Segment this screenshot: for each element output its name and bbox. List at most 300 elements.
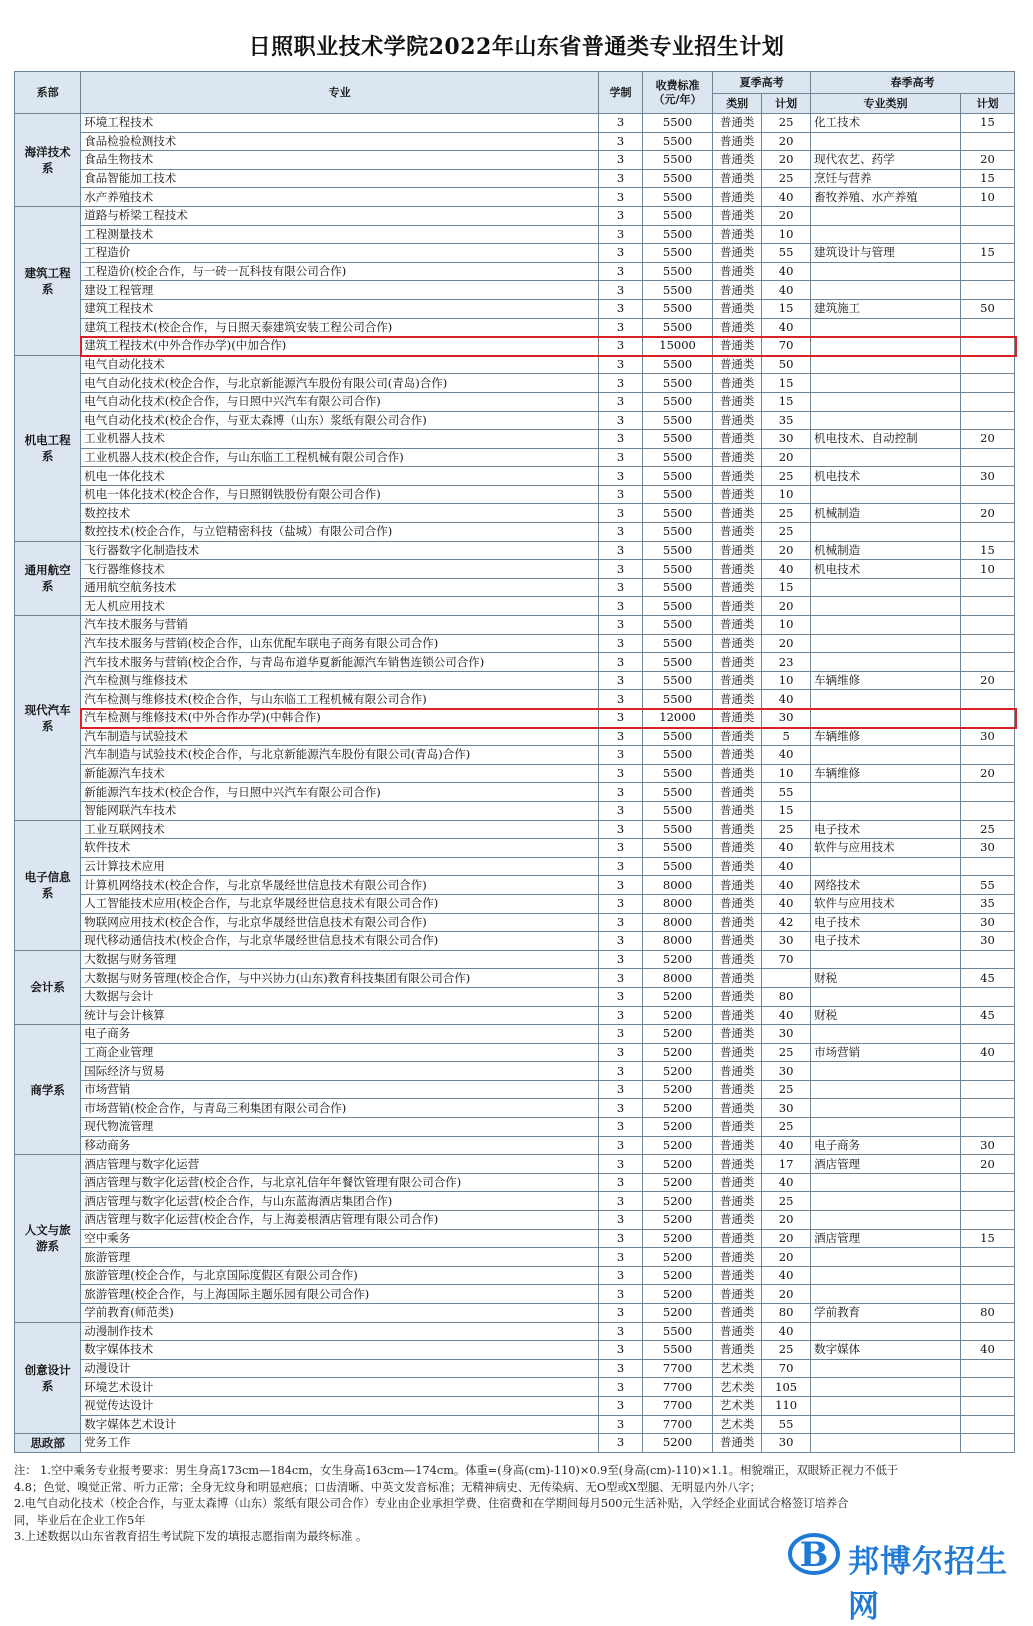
years-cell: 3 <box>599 1229 643 1248</box>
svg-text:B: B <box>799 1535 829 1575</box>
spring-plan-cell <box>960 132 1014 151</box>
major-cell: 国际经济与贸易 <box>81 1062 599 1081</box>
summer-plan-cell: 25 <box>762 1192 811 1211</box>
fee-cell: 5200 <box>642 1434 712 1453</box>
years-cell: 3 <box>599 727 643 746</box>
major-cell: 大数据与财务管理(校企合作，与中兴协力(山东)教育科技集团有限公司合作) <box>81 969 599 988</box>
major-cell: 工程测量技术 <box>81 225 599 244</box>
years-cell: 3 <box>599 1192 643 1211</box>
fee-cell: 5500 <box>642 504 712 523</box>
fee-cell: 5500 <box>642 1322 712 1341</box>
spring-type-cell <box>811 448 961 467</box>
summer-type-cell: 普通类 <box>713 727 762 746</box>
major-cell: 工业机器人技术(校企合作，与山东临工工程机械有限公司合作) <box>81 448 599 467</box>
page-title: 日照职业技术学院2022年山东省普通类专业招生计划 <box>248 34 785 60</box>
summer-plan-cell: 10 <box>762 616 811 635</box>
years-cell: 3 <box>599 894 643 913</box>
fee-cell: 12000 <box>642 709 712 728</box>
fee-cell: 5200 <box>642 1118 712 1137</box>
summer-type-cell: 艺术类 <box>713 1359 762 1378</box>
table-row <box>15 1192 1015 1211</box>
major-cell: 统计与会计核算 <box>81 1006 599 1025</box>
table-row <box>15 1118 1015 1137</box>
fee-cell: 5200 <box>642 987 712 1006</box>
summer-plan-cell: 105 <box>762 1378 811 1397</box>
spring-plan-cell: 20 <box>960 504 1014 523</box>
major-cell: 新能源汽车技术(校企合作，与日照中兴汽车有限公司合作) <box>81 783 599 802</box>
fee-cell: 5500 <box>642 206 712 225</box>
spring-plan-cell <box>960 1025 1014 1044</box>
major-cell: 食品检验检测技术 <box>81 132 599 151</box>
spring-type-cell <box>811 355 961 374</box>
spring-plan-cell: 15 <box>960 1229 1014 1248</box>
spring-plan-cell <box>960 1285 1014 1304</box>
years-cell: 3 <box>599 1136 643 1155</box>
spring-plan-cell <box>960 281 1014 300</box>
fee-cell: 5200 <box>642 1173 712 1192</box>
spring-type-cell: 烹饪与营养 <box>811 169 961 188</box>
major-cell: 汽车制造与试验技术 <box>81 727 599 746</box>
header-summer-type: 类别 <box>713 94 762 114</box>
summer-type-cell: 普通类 <box>713 1080 762 1099</box>
spring-plan-cell <box>960 597 1014 616</box>
header-spring-type: 专业类别 <box>811 94 961 114</box>
summer-type-cell: 普通类 <box>713 987 762 1006</box>
summer-type-cell: 普通类 <box>713 634 762 653</box>
spring-type-cell <box>811 653 961 672</box>
spring-type-cell <box>811 206 961 225</box>
table-row <box>15 1080 1015 1099</box>
note-line: 注： 1.空中乘务专业报考要求：男生身高173cm—184cm，女生身高163cm—174cm。体重=(身高(cm)-110)×0.9至(身高(cm)-110)×1.1。相貌端正，双眼矫正视力不低于 <box>14 1464 899 1477</box>
spring-plan-cell <box>960 653 1014 672</box>
table-row <box>15 857 1015 876</box>
dept-cell: 海洋技术系 <box>15 114 81 207</box>
fee-cell: 5200 <box>642 1285 712 1304</box>
table-row <box>15 894 1015 913</box>
dept-cell: 创意设计系 <box>15 1322 81 1434</box>
summer-plan-cell: 30 <box>762 932 811 951</box>
spring-plan-cell <box>960 206 1014 225</box>
table-header <box>15 72 1015 114</box>
spring-type-cell: 机电技术 <box>811 560 961 579</box>
summer-plan-cell: 20 <box>762 597 811 616</box>
table-row <box>15 597 1015 616</box>
major-cell: 空中乘务 <box>81 1229 599 1248</box>
major-cell: 电气自动化技术(校企合作，与亚太森博（山东）浆纸有限公司合作) <box>81 411 599 430</box>
summer-type-cell: 普通类 <box>713 1006 762 1025</box>
spring-plan-cell <box>960 337 1014 356</box>
table-row <box>15 820 1015 839</box>
fee-cell: 5500 <box>642 132 712 151</box>
spring-plan-cell <box>960 1396 1014 1415</box>
table-row <box>15 281 1015 300</box>
note-line: 4.8；色觉、嗅觉正常、听力正常；全身无纹身和明显疤痕；口齿清晰、中英文发音标准；无精神病史、无传染病、无O型或X型腿、无明显内外八字； <box>14 1480 761 1494</box>
spring-type-cell <box>811 411 961 430</box>
fee-cell: 5500 <box>642 671 712 690</box>
table-row <box>15 746 1015 765</box>
table-row <box>15 151 1015 170</box>
dept-cell: 商学系 <box>15 1025 81 1155</box>
major-cell: 现代移动通信技术(校企合作，与北京华晟经世信息技术有限公司合作) <box>81 932 599 951</box>
summer-plan-cell: 40 <box>762 839 811 858</box>
table-row <box>15 318 1015 337</box>
table-body <box>15 114 1015 1453</box>
years-cell: 3 <box>599 634 643 653</box>
years-cell: 3 <box>599 1173 643 1192</box>
major-cell: 汽车技术服务与营销(校企合作，山东优配车联电子商务有限公司合作) <box>81 634 599 653</box>
fee-cell: 5500 <box>642 727 712 746</box>
dept-cell: 人文与旅游系 <box>15 1155 81 1322</box>
years-cell: 3 <box>599 430 643 449</box>
years-cell: 3 <box>599 132 643 151</box>
years-cell: 3 <box>599 392 643 411</box>
major-cell: 动漫设计 <box>81 1359 599 1378</box>
summer-plan-cell: 40 <box>762 1266 811 1285</box>
summer-type-cell: 普通类 <box>713 485 762 504</box>
spring-type-cell: 机电技术 <box>811 467 961 486</box>
fee-cell: 5500 <box>642 839 712 858</box>
summer-type-cell: 普通类 <box>713 950 762 969</box>
major-cell: 旅游管理(校企合作，与北京国际度假区有限公司合作) <box>81 1266 599 1285</box>
spring-plan-cell: 30 <box>960 1136 1014 1155</box>
major-cell: 电气自动化技术 <box>81 355 599 374</box>
fee-cell: 5500 <box>642 448 712 467</box>
table-row <box>15 262 1015 281</box>
fee-cell: 5500 <box>642 244 712 263</box>
summer-plan-cell: 30 <box>762 1099 811 1118</box>
spring-plan-cell: 10 <box>960 560 1014 579</box>
table-row <box>15 169 1015 188</box>
spring-type-cell: 建筑设计与管理 <box>811 244 961 263</box>
years-cell: 3 <box>599 987 643 1006</box>
major-cell: 工业机器人技术 <box>81 430 599 449</box>
spring-type-cell: 电子技术 <box>811 932 961 951</box>
summer-plan-cell: 30 <box>762 1434 811 1453</box>
major-cell: 无人机应用技术 <box>81 597 599 616</box>
major-cell: 数控技术 <box>81 504 599 523</box>
spring-plan-cell: 30 <box>960 932 1014 951</box>
spring-type-cell: 现代农艺、药学 <box>811 151 961 170</box>
summer-type-cell: 普通类 <box>713 876 762 895</box>
summer-type-cell: 普通类 <box>713 894 762 913</box>
summer-plan-cell: 20 <box>762 1248 811 1267</box>
fee-cell: 7700 <box>642 1359 712 1378</box>
spring-type-cell <box>811 987 961 1006</box>
summer-plan-cell: 25 <box>762 1341 811 1360</box>
years-cell: 3 <box>599 374 643 393</box>
spring-plan-cell: 30 <box>960 913 1014 932</box>
summer-plan-cell: 15 <box>762 374 811 393</box>
years-cell: 3 <box>599 485 643 504</box>
summer-type-cell: 普通类 <box>713 839 762 858</box>
spring-type-cell: 电子技术 <box>811 820 961 839</box>
major-cell: 现代物流管理 <box>81 1118 599 1137</box>
major-cell: 酒店管理与数字化运营(校企合作，与上海姜根酒店管理有限公司合作) <box>81 1211 599 1230</box>
summer-plan-cell: 40 <box>762 1006 811 1025</box>
summer-plan-cell: 10 <box>762 225 811 244</box>
years-cell: 3 <box>599 783 643 802</box>
years-cell: 3 <box>599 764 643 783</box>
fee-cell: 5200 <box>642 1248 712 1267</box>
spring-type-cell: 软件与应用技术 <box>811 839 961 858</box>
spring-type-cell <box>811 616 961 635</box>
summer-type-cell: 普通类 <box>713 746 762 765</box>
fee-cell: 5200 <box>642 1136 712 1155</box>
spring-type-cell <box>811 634 961 653</box>
summer-type-cell: 普通类 <box>713 913 762 932</box>
summer-plan-cell: 80 <box>762 1304 811 1323</box>
years-cell: 3 <box>599 1080 643 1099</box>
summer-type-cell: 普通类 <box>713 1192 762 1211</box>
years-cell: 3 <box>599 1248 643 1267</box>
spring-plan-cell: 15 <box>960 244 1014 263</box>
summer-type-cell: 普通类 <box>713 857 762 876</box>
major-cell: 飞行器维修技术 <box>81 560 599 579</box>
summer-plan-cell: 15 <box>762 392 811 411</box>
header-fee: 收费标准（元/年） <box>642 72 712 114</box>
table-row <box>15 1043 1015 1062</box>
summer-type-cell: 普通类 <box>713 225 762 244</box>
summer-type-cell: 艺术类 <box>713 1396 762 1415</box>
years-cell: 3 <box>599 950 643 969</box>
summer-type-cell: 普通类 <box>713 1285 762 1304</box>
summer-type-cell: 普通类 <box>713 1341 762 1360</box>
major-cell: 工程造价 <box>81 244 599 263</box>
table-row <box>15 783 1015 802</box>
spring-type-cell <box>811 1415 961 1434</box>
fee-cell: 5200 <box>642 950 712 969</box>
summer-plan-cell: 23 <box>762 653 811 672</box>
spring-type-cell: 车辆维修 <box>811 727 961 746</box>
years-cell: 3 <box>599 1043 643 1062</box>
table-row <box>15 1266 1015 1285</box>
summer-plan-cell: 20 <box>762 541 811 560</box>
fee-cell: 5500 <box>642 764 712 783</box>
fee-cell: 5500 <box>642 746 712 765</box>
summer-plan-cell: 15 <box>762 801 811 820</box>
summer-type-cell: 普通类 <box>713 430 762 449</box>
fee-cell: 7700 <box>642 1396 712 1415</box>
summer-plan-cell: 70 <box>762 1359 811 1378</box>
summer-type-cell: 普通类 <box>713 820 762 839</box>
major-cell: 环境工程技术 <box>81 114 599 133</box>
enrollment-plan-table <box>14 71 1015 1453</box>
major-cell: 道路与桥梁工程技术 <box>81 206 599 225</box>
major-cell: 数字媒体艺术设计 <box>81 1415 599 1434</box>
years-cell: 3 <box>599 616 643 635</box>
spring-plan-cell: 20 <box>960 764 1014 783</box>
fee-cell: 5500 <box>642 281 712 300</box>
table-row <box>15 932 1015 951</box>
table-row <box>15 114 1015 133</box>
fee-cell: 5200 <box>642 1266 712 1285</box>
table-row <box>15 987 1015 1006</box>
summer-type-cell: 普通类 <box>713 318 762 337</box>
fee-cell: 5500 <box>642 578 712 597</box>
summer-plan-cell: 55 <box>762 783 811 802</box>
spring-type-cell <box>811 392 961 411</box>
spring-plan-cell <box>960 1211 1014 1230</box>
summer-plan-cell: 55 <box>762 1415 811 1434</box>
spring-type-cell <box>811 690 961 709</box>
spring-plan-cell <box>960 1099 1014 1118</box>
summer-type-cell: 普通类 <box>713 132 762 151</box>
spring-plan-cell <box>960 857 1014 876</box>
summer-type-cell: 普通类 <box>713 262 762 281</box>
spring-plan-cell: 20 <box>960 430 1014 449</box>
summer-type-cell: 普通类 <box>713 411 762 430</box>
fee-cell: 5500 <box>642 225 712 244</box>
spring-plan-cell: 25 <box>960 820 1014 839</box>
years-cell: 3 <box>599 1434 643 1453</box>
spring-type-cell: 机电技术、自动控制 <box>811 430 961 449</box>
summer-type-cell: 普通类 <box>713 188 762 207</box>
summer-plan-cell <box>762 969 811 988</box>
spring-plan-cell: 40 <box>960 1341 1014 1360</box>
summer-type-cell: 普通类 <box>713 504 762 523</box>
summer-type-cell: 普通类 <box>713 541 762 560</box>
years-cell: 3 <box>599 820 643 839</box>
spring-plan-cell <box>960 523 1014 542</box>
spring-plan-cell: 55 <box>960 876 1014 895</box>
spring-type-cell: 酒店管理 <box>811 1155 961 1174</box>
major-cell: 大数据与会计 <box>81 987 599 1006</box>
table-row <box>15 523 1015 542</box>
years-cell: 3 <box>599 969 643 988</box>
spring-type-cell <box>811 1285 961 1304</box>
spring-plan-cell <box>960 1173 1014 1192</box>
table-row <box>15 299 1015 318</box>
major-cell: 食品智能加工技术 <box>81 169 599 188</box>
spring-type-cell: 畜牧养殖、水产养殖 <box>811 188 961 207</box>
summer-plan-cell: 40 <box>762 281 811 300</box>
table-row <box>15 225 1015 244</box>
major-cell: 机电一体化技术(校企合作，与日照钢铁股份有限公司合作) <box>81 485 599 504</box>
fee-cell: 5500 <box>642 355 712 374</box>
years-cell: 3 <box>599 746 643 765</box>
table-row <box>15 690 1015 709</box>
years-cell: 3 <box>599 411 643 430</box>
years-cell: 3 <box>599 1118 643 1137</box>
years-cell: 3 <box>599 262 643 281</box>
fee-cell: 5500 <box>642 597 712 616</box>
spring-type-cell <box>811 857 961 876</box>
spring-plan-cell <box>960 1378 1014 1397</box>
fee-cell: 7700 <box>642 1415 712 1434</box>
major-cell: 水产养殖技术 <box>81 188 599 207</box>
table-row <box>15 1099 1015 1118</box>
table-row <box>15 1006 1015 1025</box>
fee-cell: 5200 <box>642 1099 712 1118</box>
summer-type-cell: 普通类 <box>713 616 762 635</box>
years-cell: 3 <box>599 114 643 133</box>
summer-type-cell: 普通类 <box>713 114 762 133</box>
major-cell: 通用航空航务技术 <box>81 578 599 597</box>
summer-plan-cell: 25 <box>762 467 811 486</box>
summer-plan-cell: 110 <box>762 1396 811 1415</box>
spring-type-cell <box>811 801 961 820</box>
table-row <box>15 950 1015 969</box>
dept-cell: 现代汽车系 <box>15 616 81 821</box>
summer-type-cell: 普通类 <box>713 1304 762 1323</box>
spring-plan-cell <box>960 1359 1014 1378</box>
major-cell: 酒店管理与数字化运营(校企合作，与北京礼信年年餐饮管理有限公司合作) <box>81 1173 599 1192</box>
summer-type-cell: 普通类 <box>713 523 762 542</box>
summer-type-cell: 普通类 <box>713 969 762 988</box>
summer-plan-cell: 15 <box>762 578 811 597</box>
table-row <box>15 1322 1015 1341</box>
major-cell: 食品生物技术 <box>81 151 599 170</box>
major-cell: 汽车技术服务与营销 <box>81 616 599 635</box>
fee-cell: 5500 <box>642 411 712 430</box>
summer-plan-cell: 40 <box>762 188 811 207</box>
spring-type-cell <box>811 1062 961 1081</box>
summer-type-cell: 普通类 <box>713 1136 762 1155</box>
spring-type-cell <box>811 597 961 616</box>
summer-plan-cell: 40 <box>762 1136 811 1155</box>
major-cell: 人工智能技术应用(校企合作，与北京华晟经世信息技术有限公司合作) <box>81 894 599 913</box>
summer-plan-cell: 20 <box>762 151 811 170</box>
fee-cell: 5200 <box>642 1155 712 1174</box>
spring-type-cell <box>811 132 961 151</box>
table-row <box>15 1155 1015 1174</box>
major-cell: 建筑工程技术(校企合作，与日照天泰建筑安装工程公司合作) <box>81 318 599 337</box>
summer-type-cell: 普通类 <box>713 151 762 170</box>
summer-plan-cell: 50 <box>762 355 811 374</box>
spring-plan-cell: 20 <box>960 671 1014 690</box>
fee-cell: 5200 <box>642 1080 712 1099</box>
major-cell: 大数据与财务管理 <box>81 950 599 969</box>
years-cell: 3 <box>599 839 643 858</box>
fee-cell: 5200 <box>642 1304 712 1323</box>
spring-plan-cell <box>960 411 1014 430</box>
table-row <box>15 485 1015 504</box>
summer-type-cell: 普通类 <box>713 206 762 225</box>
spring-type-cell <box>811 1248 961 1267</box>
major-cell: 市场营销 <box>81 1080 599 1099</box>
summer-plan-cell: 25 <box>762 1080 811 1099</box>
years-cell: 3 <box>599 337 643 356</box>
years-cell: 3 <box>599 857 643 876</box>
spring-type-cell: 市场营销 <box>811 1043 961 1062</box>
spring-plan-cell <box>960 709 1014 728</box>
summer-plan-cell: 70 <box>762 950 811 969</box>
spring-type-cell: 财税 <box>811 969 961 988</box>
years-cell: 3 <box>599 225 643 244</box>
spring-type-cell <box>811 746 961 765</box>
watermark-text: 邦博尔招生网 <box>848 1544 1008 1625</box>
spring-plan-cell: 15 <box>960 169 1014 188</box>
spring-type-cell <box>811 374 961 393</box>
spring-type-cell <box>811 1266 961 1285</box>
major-cell: 软件技术 <box>81 839 599 858</box>
table-row <box>15 727 1015 746</box>
spring-plan-cell <box>960 225 1014 244</box>
summer-plan-cell: 10 <box>762 671 811 690</box>
table-row <box>15 541 1015 560</box>
spring-type-cell: 化工技术 <box>811 114 961 133</box>
summer-type-cell: 普通类 <box>713 783 762 802</box>
summer-plan-cell: 10 <box>762 764 811 783</box>
summer-plan-cell: 20 <box>762 1285 811 1304</box>
spring-type-cell <box>811 1322 961 1341</box>
summer-type-cell: 普通类 <box>713 169 762 188</box>
summer-type-cell: 艺术类 <box>713 1415 762 1434</box>
summer-plan-cell: 10 <box>762 485 811 504</box>
table-row <box>15 1304 1015 1323</box>
spring-plan-cell <box>960 950 1014 969</box>
years-cell: 3 <box>599 1155 643 1174</box>
